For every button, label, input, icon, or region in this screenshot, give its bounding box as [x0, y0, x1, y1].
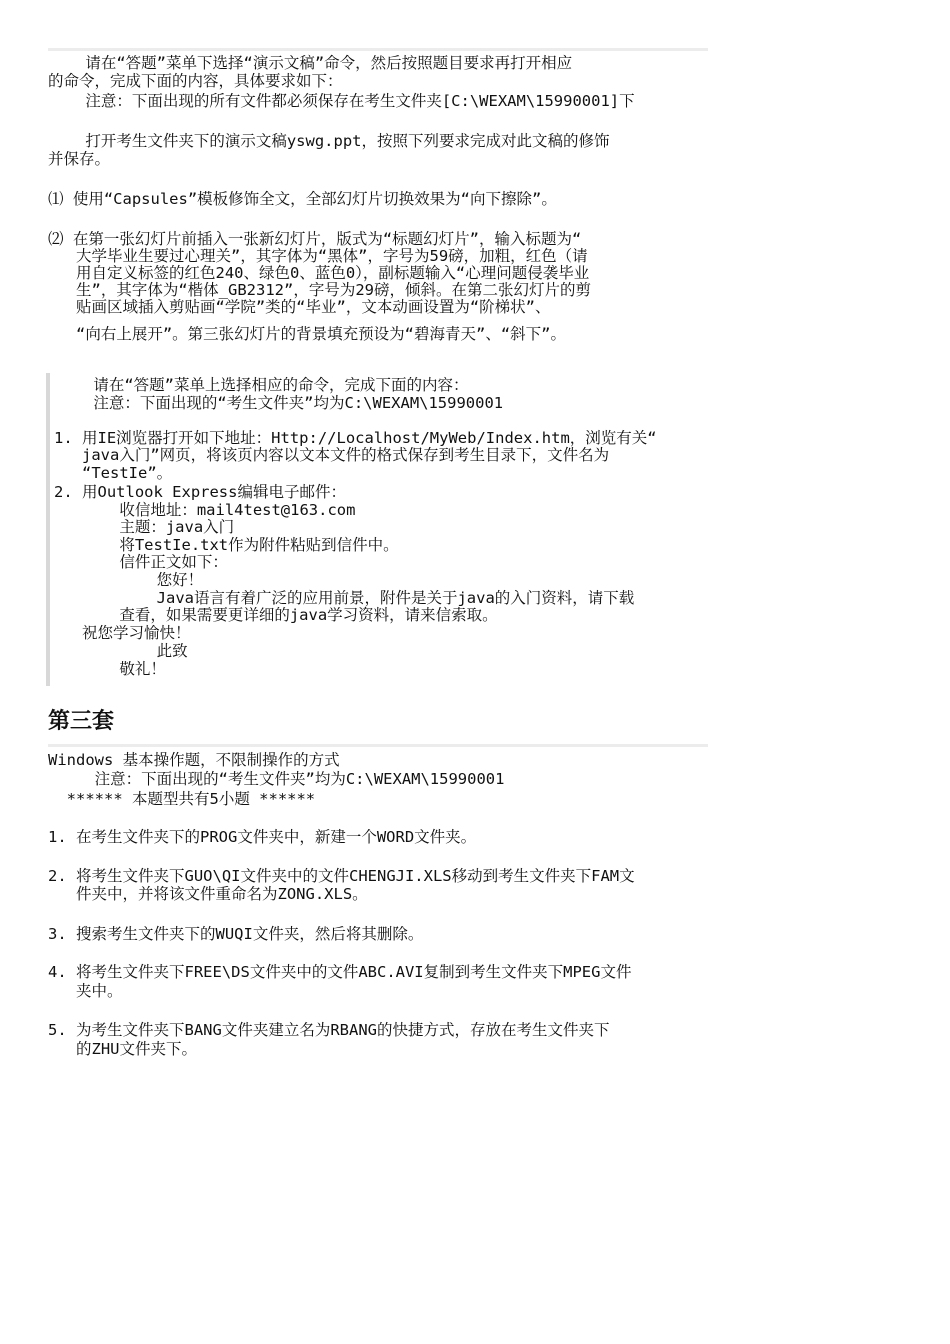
- text-line: 并保存。: [48, 150, 111, 168]
- text-line: 此致: [54, 642, 188, 660]
- text-line: 祝您学习愉快！: [54, 624, 191, 642]
- text-line: 大学毕业生要过心理关”，其字体为“黑体”，字号为59磅，加粗，红色（请: [48, 247, 588, 265]
- text-line: java入门”网页，将该页内容以文本文件的格式保存到考生目录下，文件名为: [54, 446, 610, 464]
- text-line: 查看，如果需要更详细的java学习资料，请来信索取。: [54, 606, 498, 624]
- text-line: 注意：下面出现的“考生文件夹”均为C:\WEXAM\15990001: [48, 770, 505, 788]
- text-line: Java语言有着广泛的应用前景，附件是关于java的入门资料，请下载: [54, 589, 635, 607]
- text-line: 的命令，完成下面的内容，具体要求如下：: [48, 72, 343, 90]
- text-line: 收信地址：mail4test@163.com: [54, 501, 356, 519]
- text-line: 将TestIe.txt作为附件粘贴到信件中。: [54, 536, 399, 554]
- text-line: “向右上展开”。第三张幻灯片的背景填充预设为“碧海青天”、“斜下”。: [48, 325, 566, 343]
- text-line: 的ZHU文件夹下。: [48, 1040, 197, 1058]
- text-line: 3. 搜索考生文件夹下的WUQI文件夹，然后将其删除。: [48, 925, 424, 943]
- text-line: ⑵ 在第一张幻灯片前插入一张新幻灯片，版式为“标题幻灯片”，输入标题为“: [48, 230, 582, 248]
- text-line: 夹中。: [48, 982, 123, 1000]
- text-line: “TestIe”。: [54, 464, 173, 482]
- text-line: 请在“答题”菜单上选择相应的命令，完成下面的内容：: [56, 376, 469, 394]
- text-line: 请在“答题”菜单下选择“演示文稿”命令，然后按照题目要求再打开相应: [48, 54, 573, 72]
- top-rule: [48, 48, 708, 51]
- text-line: 注意：下面出现的“考生文件夹”均为C:\WEXAM\15990001: [56, 394, 504, 412]
- text-line: 主题：java入门: [54, 518, 235, 536]
- text-line: 注意：下面出现的所有文件都必须保存在考生文件夹[C:\WEXAM\15990001]下: [48, 92, 635, 110]
- text-line: ****** 本题型共有5小题 ******: [48, 790, 316, 808]
- text-line: 打开考生文件夹下的演示文稿yswg.ppt，按照下列要求完成对此文稿的修饰: [48, 132, 610, 150]
- text-line: 5. 为考生文件夹下BANG文件夹建立名为RBANG的快捷方式，存放在考生文件夹下: [48, 1021, 610, 1039]
- text-line: 敬礼！: [54, 660, 166, 678]
- text-line: 4. 将考生文件夹下FREE\DS文件夹中的文件ABC.AVI复制到考生文件夹下MPEG文件: [48, 963, 632, 981]
- text-line: 2. 将考生文件夹下GUO\QI文件夹中的文件CHENGJI.XLS移动到考生文件夹下FAM文: [48, 867, 635, 885]
- heading-rule: [48, 744, 708, 747]
- text-line: 1. 在考生文件夹下的PROG文件夹中，新建一个WORD文件夹。: [48, 828, 477, 846]
- text-line: 用自定义标签的红色240、绿色0、蓝色0），副标题输入“心理问题侵袭毕业: [48, 264, 590, 282]
- text-line: 信件正文如下：: [54, 553, 228, 571]
- section-heading: 第三套: [48, 708, 115, 734]
- text-line: Windows 基本操作题，不限制操作的方式: [48, 751, 340, 769]
- text-line: 1. 用IE浏览器打开如下地址：Http://Localhost/MyWeb/Index.htm，浏览有关“: [54, 429, 657, 447]
- text-line: 件夹中，并将该文件重命名为ZONG.XLS。: [48, 885, 368, 903]
- text-line: 您好！: [54, 571, 204, 589]
- text-line: ⑴ 使用“Capsules”模板修饰全文，全部幻灯片切换效果为“向下擦除”。: [48, 190, 557, 208]
- text-line: 2. 用Outlook Express编辑电子邮件：: [54, 483, 346, 501]
- text-line: 生”，其字体为“楷体_GB2312”，字号为29磅，倾斜。在第二张幻灯片的剪: [48, 281, 591, 299]
- text-line: 贴画区域插入剪贴画“学院”类的“毕业”，文本动画设置为“阶梯状”、: [48, 298, 551, 316]
- section2-quote-bar: [46, 373, 50, 686]
